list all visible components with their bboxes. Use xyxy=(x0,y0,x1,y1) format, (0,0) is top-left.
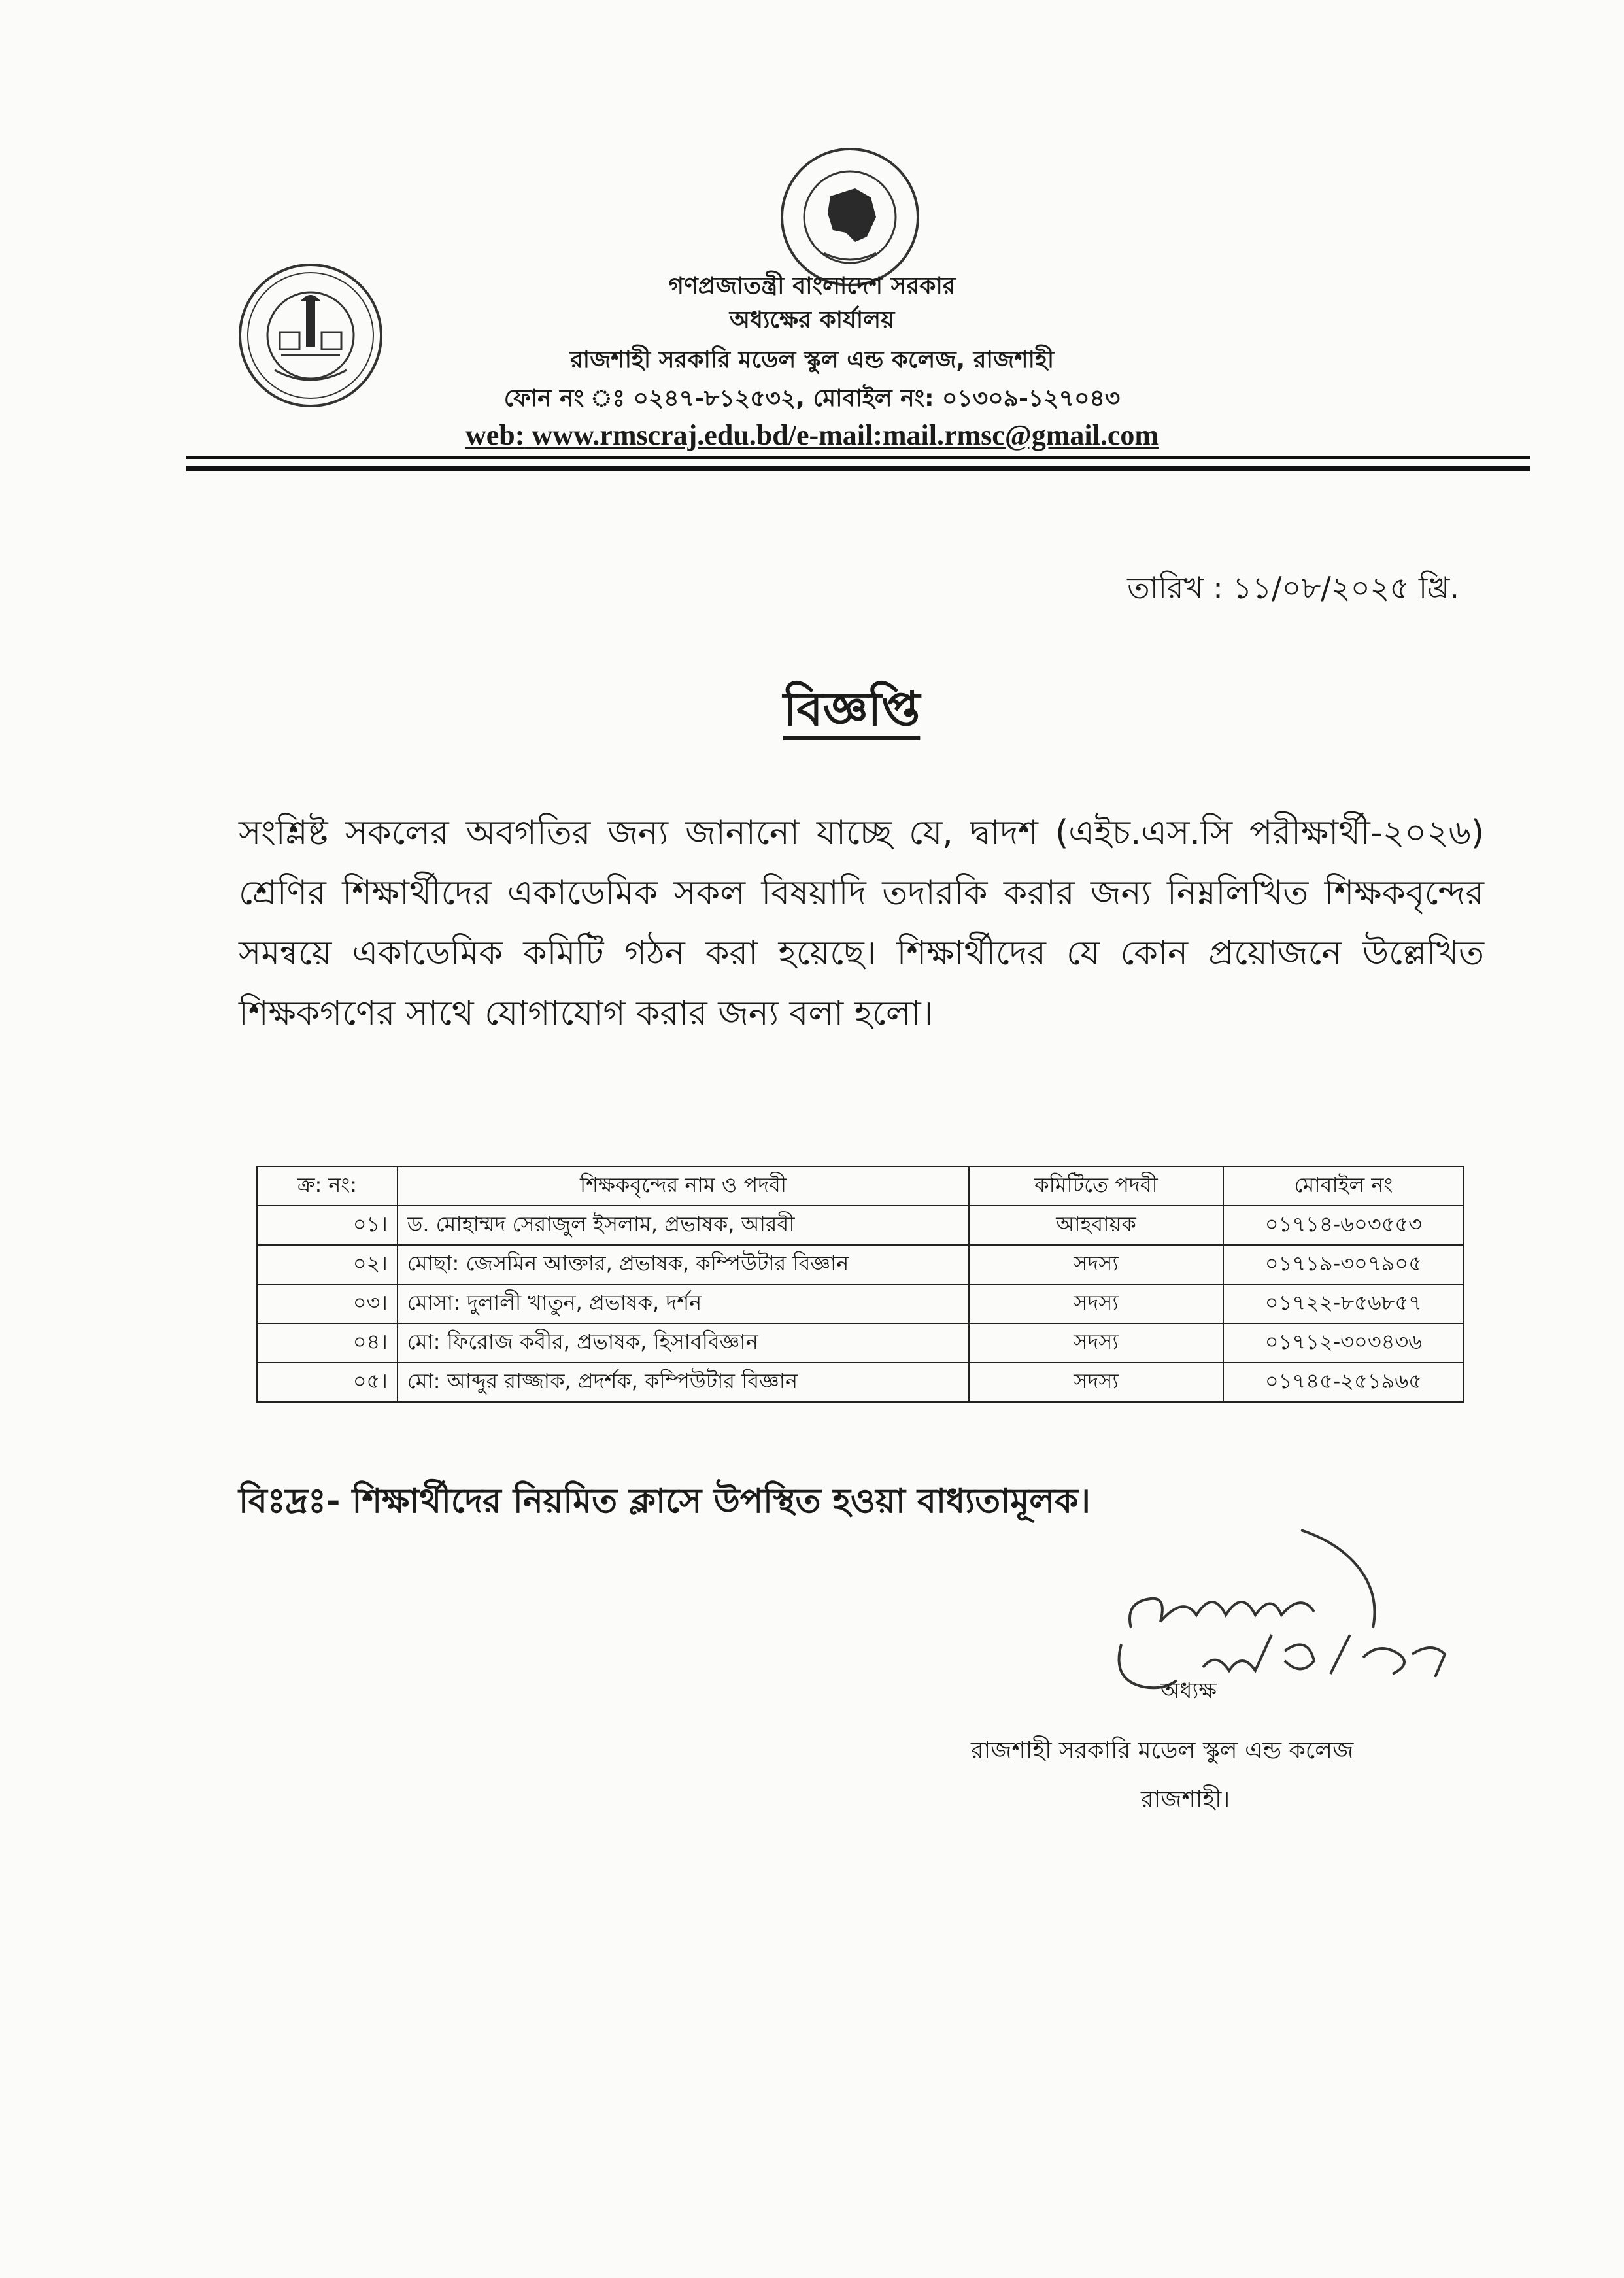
row-serial: ০৫। xyxy=(257,1363,398,1402)
row-teacher: মোছা: জেসমিন আক্তার, প্রভাষক, কম্পিউটার বিজ্ঞান xyxy=(398,1245,969,1284)
table-row xyxy=(257,1363,1464,1402)
row-mobile: ০১৭৪৫-২৫১৯৬৫ xyxy=(1223,1363,1464,1402)
row-serial: ০২। xyxy=(257,1245,398,1284)
row-role: সদস্য xyxy=(969,1245,1223,1284)
row-role: সদস্য xyxy=(969,1323,1223,1363)
row-teacher: মো: আব্দুর রাজ্জাক, প্রদর্শক, কম্পিউটার বিজ্ঞান xyxy=(398,1363,969,1402)
header-divider-thick xyxy=(186,466,1530,471)
row-teacher: ড. মোহাম্মদ সেরাজুল ইসলাম, প্রভাষক, আরবী xyxy=(398,1206,969,1245)
table-header-row xyxy=(257,1166,1464,1206)
header-web-line xyxy=(0,418,1624,452)
header-teacher-name: শিক্ষকবৃন্দের নাম ও পদবী xyxy=(398,1166,969,1206)
web-label: web: xyxy=(465,419,525,451)
signatory-city: রাজশাহী। xyxy=(1141,1786,1230,1813)
notice-body: সংশ্লিষ্ট সকলের অবগতির জন্য জানানো যাচ্ছে যে, দ্বাদশ (এইচ.এস.সি পরীক্ষার্থী-২০২৬) শ্রেণির শিক্ষার্থীদের একাডেমিক সকল বিষয়াদি তদারকি করার জন্য নিম্নলিখিত শিক্ষকবৃন্দের সমন্বয়ে একাডেমিক কমিটি গঠন করা হয়েছে। শিক্ষার্থীদের যে কোন প্রয়োজনে উল্লেখিত শিক্ষকগণের সাথে যোগাযোগ করার জন্য বলা হলো। xyxy=(239,813,1484,1033)
nb-note: বিঃদ্রঃ- শিক্ষার্থীদের নিয়মিত ক্লাসে উপস্থিত হওয়া বাধ্যতামূলক। xyxy=(239,1482,1091,1521)
header-mobile: মোবাইল নং xyxy=(1223,1166,1464,1206)
header-phone: ফোন নং ঃ ০২৪৭-৮১২৫৩২, মোবাইল নং: ০১৩০৯-১২৭০৪৩ xyxy=(503,385,1121,412)
principal-signature xyxy=(1105,1523,1464,1720)
committee-table xyxy=(256,1166,1464,1402)
row-serial: ০৩। xyxy=(257,1284,398,1323)
row-mobile: ০১৭২২-৮৫৬৮৫৭ xyxy=(1223,1284,1464,1323)
signatory-institution: রাজশাহী সরকারি মডেল স্কুল এন্ড কলেজ xyxy=(971,1737,1354,1764)
notice-date: তারিখ : ১১/০৮/২০২৫ খ্রি. xyxy=(1127,570,1459,605)
table-row xyxy=(257,1245,1464,1284)
row-role: সদস্য xyxy=(969,1284,1223,1323)
notice-title: বিজ্ঞপ্তি xyxy=(783,681,921,736)
table-row xyxy=(257,1206,1464,1245)
web-link[interactable]: www.rmscraj.edu.bd/e-mail:mail.rmsc@gmail.com xyxy=(532,419,1159,451)
row-serial: ০৪। xyxy=(257,1323,398,1363)
header-divider-thin xyxy=(186,456,1530,459)
header-country: গণপ্রজাতন্ত্রী বাংলাদেশ সরকার xyxy=(668,273,956,299)
row-role: সদস্য xyxy=(969,1363,1223,1402)
row-role: আহবায়ক xyxy=(969,1206,1223,1245)
table-row xyxy=(257,1323,1464,1363)
row-teacher: মোসা: দুলালী খাতুন, প্রভাষক, দর্শন xyxy=(398,1284,969,1323)
signatory-title: অধ্যক্ষ xyxy=(1160,1678,1217,1704)
table-row xyxy=(257,1284,1464,1323)
header-serial: ক্র: নং: xyxy=(257,1166,398,1206)
header-committee-role: কমিটিতে পদবী xyxy=(969,1166,1223,1206)
row-mobile: ০১৭১৪-৬০৩৫৫৩ xyxy=(1223,1206,1464,1245)
row-mobile: ০১৭১৯-৩০৭৯০৫ xyxy=(1223,1245,1464,1284)
row-serial: ০১। xyxy=(257,1206,398,1245)
government-seal xyxy=(778,145,922,289)
header-office: অধ্যক্ষের কার্যালয় xyxy=(729,307,895,333)
row-mobile: ০১৭১২-৩০৩৪৩৬ xyxy=(1223,1323,1464,1363)
header-institution: রাজশাহী সরকারি মডেল স্কুল এন্ড কলেজ, রাজশাহী xyxy=(569,347,1055,373)
row-teacher: মো: ফিরোজ কবীর, প্রভাষক, হিসাববিজ্ঞান xyxy=(398,1323,969,1363)
